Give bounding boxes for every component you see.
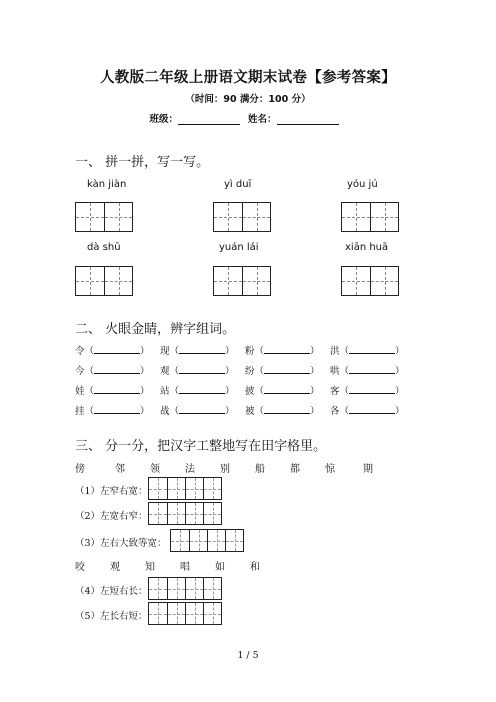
word-item: 今（ ） bbox=[75, 366, 150, 377]
char-grid-1[interactable] bbox=[148, 477, 222, 500]
writing-grid-6[interactable] bbox=[341, 266, 399, 296]
exam-time-info: （时间：90 满分：100 分） bbox=[185, 94, 311, 105]
class-name-line bbox=[0, 111, 496, 125]
writing-grid-5[interactable] bbox=[213, 266, 271, 296]
word-item: 战（ ） bbox=[160, 406, 235, 417]
class-label: 班级： bbox=[149, 114, 178, 125]
writing-grid-1[interactable] bbox=[75, 202, 133, 232]
pinyin-5: yuán lái bbox=[219, 242, 259, 253]
word-item: 客（ ） bbox=[330, 386, 405, 397]
character: 邻 bbox=[115, 464, 125, 475]
word-item: 娃（ ） bbox=[75, 386, 150, 397]
character: 知 bbox=[145, 562, 155, 573]
character-list-1 bbox=[0, 460, 496, 474]
word-item: 粉（ ） bbox=[245, 346, 320, 357]
pinyin-4: dà shū bbox=[87, 242, 121, 253]
writing-grid-4[interactable] bbox=[75, 266, 133, 296]
writing-grid-3[interactable] bbox=[341, 202, 399, 232]
page-number: 1 / 5 bbox=[237, 650, 259, 661]
pinyin-6: xiān huā bbox=[345, 242, 389, 253]
writing-grid-2[interactable] bbox=[213, 202, 271, 232]
word-item: 洪（ ） bbox=[330, 346, 405, 357]
word-item: 被（ ） bbox=[245, 406, 320, 417]
name-label: 姓名： bbox=[248, 114, 277, 125]
category-label-4: （4）左短右长： bbox=[75, 586, 148, 597]
class-blank[interactable] bbox=[178, 114, 240, 125]
character-list-2 bbox=[0, 558, 496, 572]
name-blank[interactable] bbox=[277, 114, 339, 125]
word-group-table bbox=[0, 343, 496, 423]
character: 别 bbox=[220, 464, 230, 475]
section-2-heading: 二、 火眼金睛，辨字组词。 bbox=[75, 322, 236, 337]
category-label-3: （3）左右大致等宽： bbox=[75, 538, 167, 549]
character: 唱 bbox=[180, 562, 190, 573]
pinyin-1: kàn jiàn bbox=[87, 179, 127, 190]
word-item: 披（ ） bbox=[245, 386, 320, 397]
character: 都 bbox=[290, 464, 300, 475]
character: 如 bbox=[215, 562, 225, 573]
word-item: 哄（ ） bbox=[330, 366, 405, 377]
page-title: 人教版二年级上册语文期末试卷【参考答案】 bbox=[100, 70, 396, 86]
category-label-5: （5）左长右短： bbox=[75, 611, 148, 622]
pinyin-2: yì duī bbox=[224, 179, 252, 190]
character: 领 bbox=[150, 464, 160, 475]
character: 和 bbox=[250, 562, 260, 573]
word-item: 挂（ ） bbox=[75, 406, 150, 417]
word-item: 纷（ ） bbox=[245, 366, 320, 377]
char-grid-2[interactable] bbox=[148, 502, 222, 525]
word-item: 各（ ） bbox=[330, 406, 405, 417]
section-3-heading: 三、 分一分，把汉字工整地写在田字格里。 bbox=[75, 439, 327, 454]
word-item: 令（ ） bbox=[75, 346, 150, 357]
pinyin-3: yóu jú bbox=[347, 179, 378, 190]
character: 惊 bbox=[325, 464, 335, 475]
section-1-heading: 一、 拼一拼，写一写。 bbox=[75, 155, 210, 170]
char-grid-4[interactable] bbox=[148, 577, 222, 600]
character: 法 bbox=[185, 464, 195, 475]
char-grid-5[interactable] bbox=[148, 602, 222, 625]
character: 傍 bbox=[75, 464, 85, 475]
category-label-2: （2）左宽右窄： bbox=[75, 511, 148, 522]
word-item: 现（ ） bbox=[160, 346, 235, 357]
word-item: 站（ ） bbox=[160, 386, 235, 397]
category-label-1: （1）左窄右宽： bbox=[75, 486, 148, 497]
char-grid-3[interactable] bbox=[170, 529, 244, 552]
character: 船 bbox=[255, 464, 265, 475]
character: 咬 bbox=[75, 562, 85, 573]
character: 观 bbox=[110, 562, 120, 573]
word-item: 观（ ） bbox=[160, 366, 235, 377]
character: 期 bbox=[363, 464, 373, 475]
